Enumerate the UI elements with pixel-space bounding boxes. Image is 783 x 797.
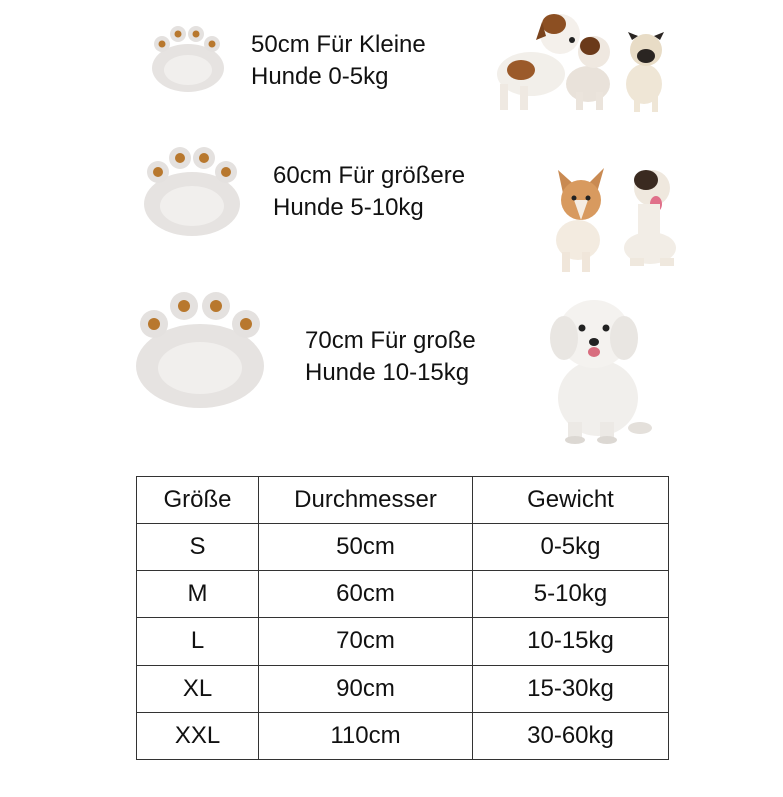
header-weight: Gewicht — [473, 477, 669, 524]
table-header-row — [137, 477, 669, 524]
product-size-label: 50cm Für Kleine — [251, 31, 426, 58]
size-cell: S — [137, 524, 259, 571]
medium-dogs-image — [542, 154, 680, 276]
diameter-cell: 50cm — [259, 524, 473, 571]
diameter-cell: 60cm — [259, 571, 473, 618]
size-cell: M — [137, 571, 259, 618]
size-table — [136, 476, 669, 760]
paw-bed-large-image — [134, 290, 266, 410]
table-row — [137, 618, 669, 665]
paw-bed-medium-image — [142, 146, 242, 238]
header-diameter: Durchmesser — [259, 477, 473, 524]
product-description-small — [251, 29, 426, 93]
size-cell: XL — [137, 665, 259, 712]
weight-cell: 15-30kg — [473, 665, 669, 712]
diameter-cell: 110cm — [259, 712, 473, 759]
product-size-label: 60cm Für größere — [273, 162, 466, 189]
large-dog-image — [540, 288, 658, 446]
product-description-medium — [273, 160, 465, 224]
diameter-cell: 70cm — [259, 618, 473, 665]
table-row — [137, 665, 669, 712]
weight-cell: 10-15kg — [473, 618, 669, 665]
product-weight-label: Hunde 10-15kg — [305, 359, 470, 386]
header-size: Größe — [137, 477, 259, 524]
small-dogs-image — [486, 4, 672, 116]
product-description-large — [305, 325, 476, 389]
table-row — [137, 571, 669, 618]
weight-cell: 0-5kg — [473, 524, 669, 571]
weight-cell: 5-10kg — [473, 571, 669, 618]
size-cell: L — [137, 618, 259, 665]
paw-bed-small-image — [150, 22, 226, 94]
size-cell: XXL — [137, 712, 259, 759]
product-weight-label: Hunde 0-5kg — [251, 63, 389, 90]
diameter-cell: 90cm — [259, 665, 473, 712]
table-row — [137, 524, 669, 571]
table-row — [137, 712, 669, 759]
product-size-label: 70cm Für große — [305, 327, 476, 354]
weight-cell: 30-60kg — [473, 712, 669, 759]
product-weight-label: Hunde 5-10kg — [273, 194, 424, 221]
